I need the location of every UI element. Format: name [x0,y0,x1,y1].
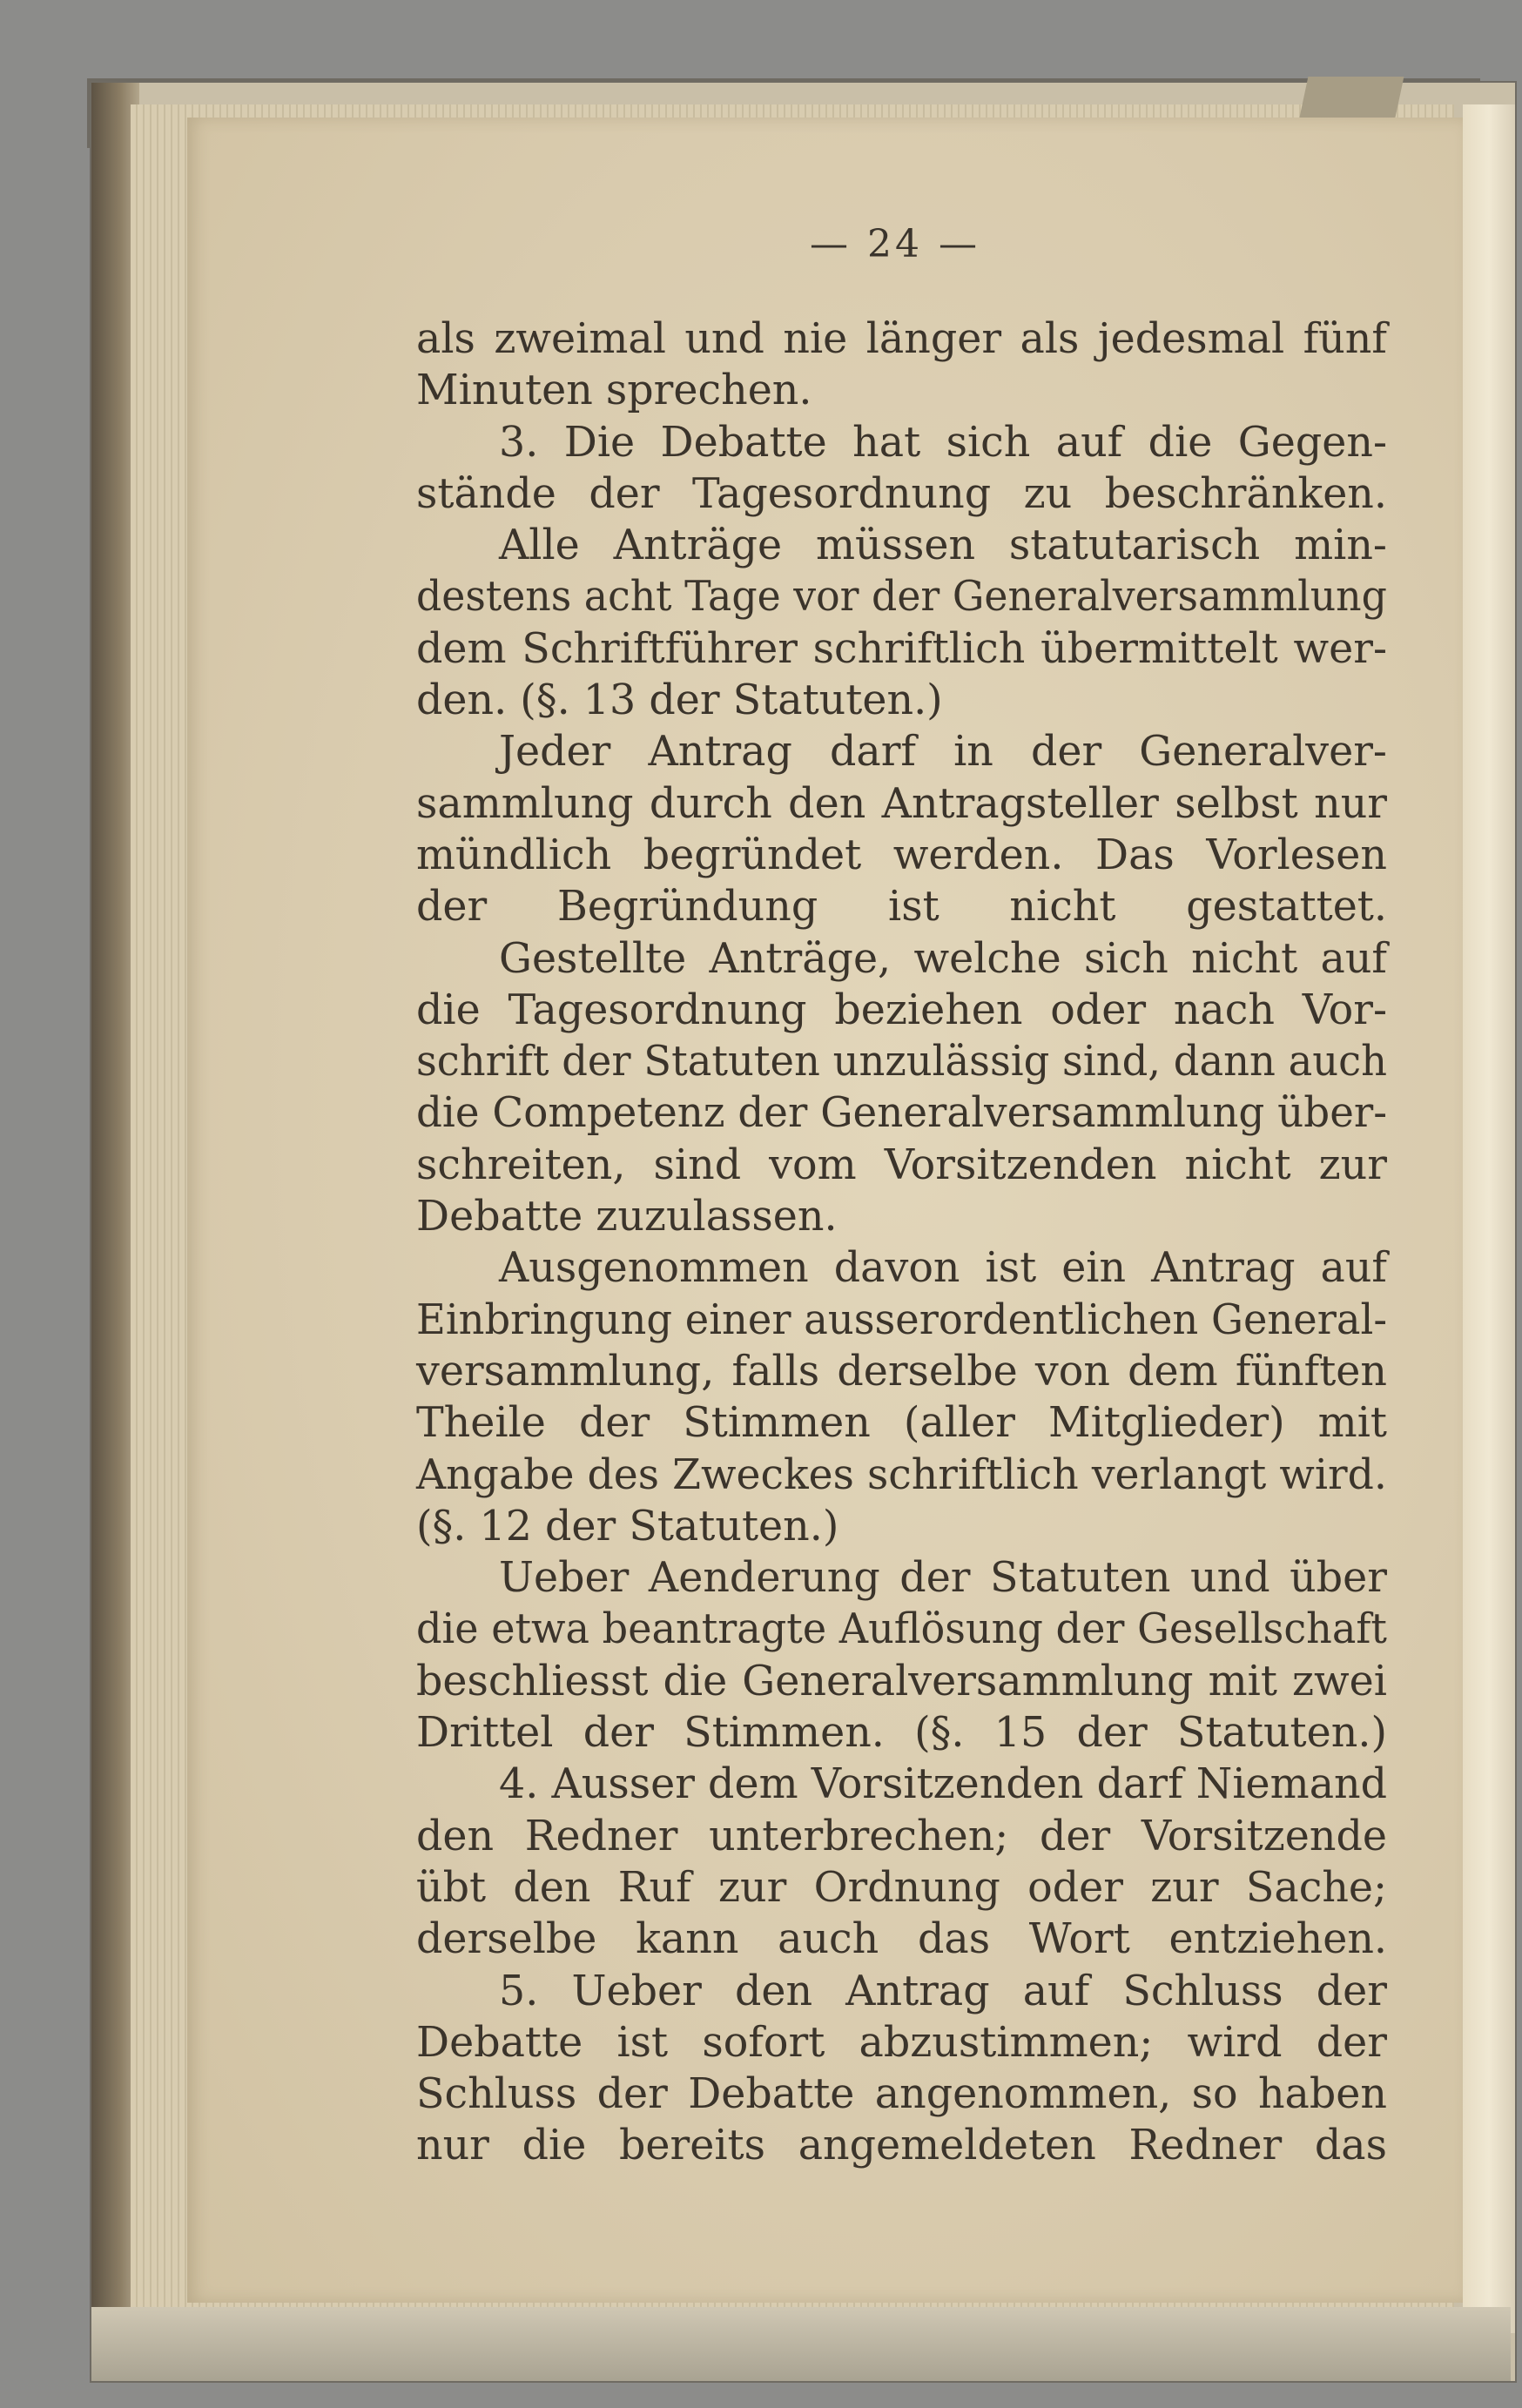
text-line: stände der Tagesordnung zu beschränken. [416,469,1387,518]
cover-bottom-edge [91,2307,1511,2381]
text-line: die Tagesordnung beziehen oder nach Vor- [416,985,1388,1034]
text-line: den. (§. 13 der Statuten.) [416,676,943,725]
page-number: — 24 — [810,222,980,266]
text-line: derselbe kann auch das Wort entziehen. [416,1915,1388,1964]
text-line: nur die bereits angemeldeten Redner das [416,2122,1388,2170]
text-line: sammlung durch den Antragsteller selbst nur [416,779,1387,828]
text-line: Ueber Aenderung der Statuten und über [499,1554,1387,1603]
text-line: beschliesst die Generalversammlung mit zwei [416,1657,1387,1705]
text-line: der Begründung ist nicht gestattet. [416,883,1387,932]
facing-page-edge [1463,104,1515,2333]
text-line: schreiten, sind vom Vorsitzenden nicht zur [416,1140,1387,1189]
text-line: Debatte ist sofort abzustimmen; wird der [416,2018,1387,2067]
text-line: mündlich begründet werden. Das Vorlesen [416,831,1387,879]
text-line: Theile der Stimmen (aller Mitglieder) mit [416,1399,1387,1448]
text-line: versammlung, falls derselbe von dem fünften [416,1347,1388,1396]
text-line: den Redner unterbrechen; der Vorsitzende [416,1812,1387,1860]
text-line: die Competenz der Generalversammlung über- [416,1089,1388,1138]
text-line: Minuten sprechen. [416,367,812,415]
text-line: Ausgenommen davon ist ein Antrag auf [499,1244,1388,1293]
text-line: 4. Ausser dem Vorsitzenden darf Niemand [499,1760,1388,1809]
text-line: destens acht Tage vor der Generalversammlung [416,573,1387,622]
text-line: 5. Ueber den Antrag auf Schluss der [499,1967,1387,2015]
text-line: Schluss der Debatte angenommen, so haben [416,2070,1387,2119]
text-line: Jeder Antrag darf in der Generalver- [499,728,1387,777]
text-line: 3. Die Debatte hat sich auf die Gegen- [499,418,1388,467]
page-body-text [416,313,1387,2172]
text-line: (§. 12 der Statuten.) [416,1502,839,1550]
text-line: die etwa beantragte Auflösung der Gesellschaft [416,1605,1387,1654]
text-line: dem Schriftführer schriftlich übermittelt wer- [416,624,1387,673]
text-line: Alle Anträge müssen statutarisch min- [499,521,1387,570]
text-line: Angabe des Zweckes schriftlich verlangt wird. [416,1450,1387,1499]
text-line: schrift der Statuten unzulässig sind, dann auch [416,1038,1388,1086]
text-line: Einbringung einer ausserordentlichen General- [416,1295,1388,1344]
text-line: übt den Ruf zur Ordnung oder zur Sache; [416,1863,1388,1912]
text-line: als zweimal und nie länger als jedesmal fünf [416,315,1387,363]
text-line: Drittel der Stimmen. (§. 15 der Statuten.) [416,1709,1387,1758]
text-line: Gestellte Anträge, welche sich nicht auf [499,934,1388,983]
text-line: Debatte zuzulassen. [416,1193,838,1241]
